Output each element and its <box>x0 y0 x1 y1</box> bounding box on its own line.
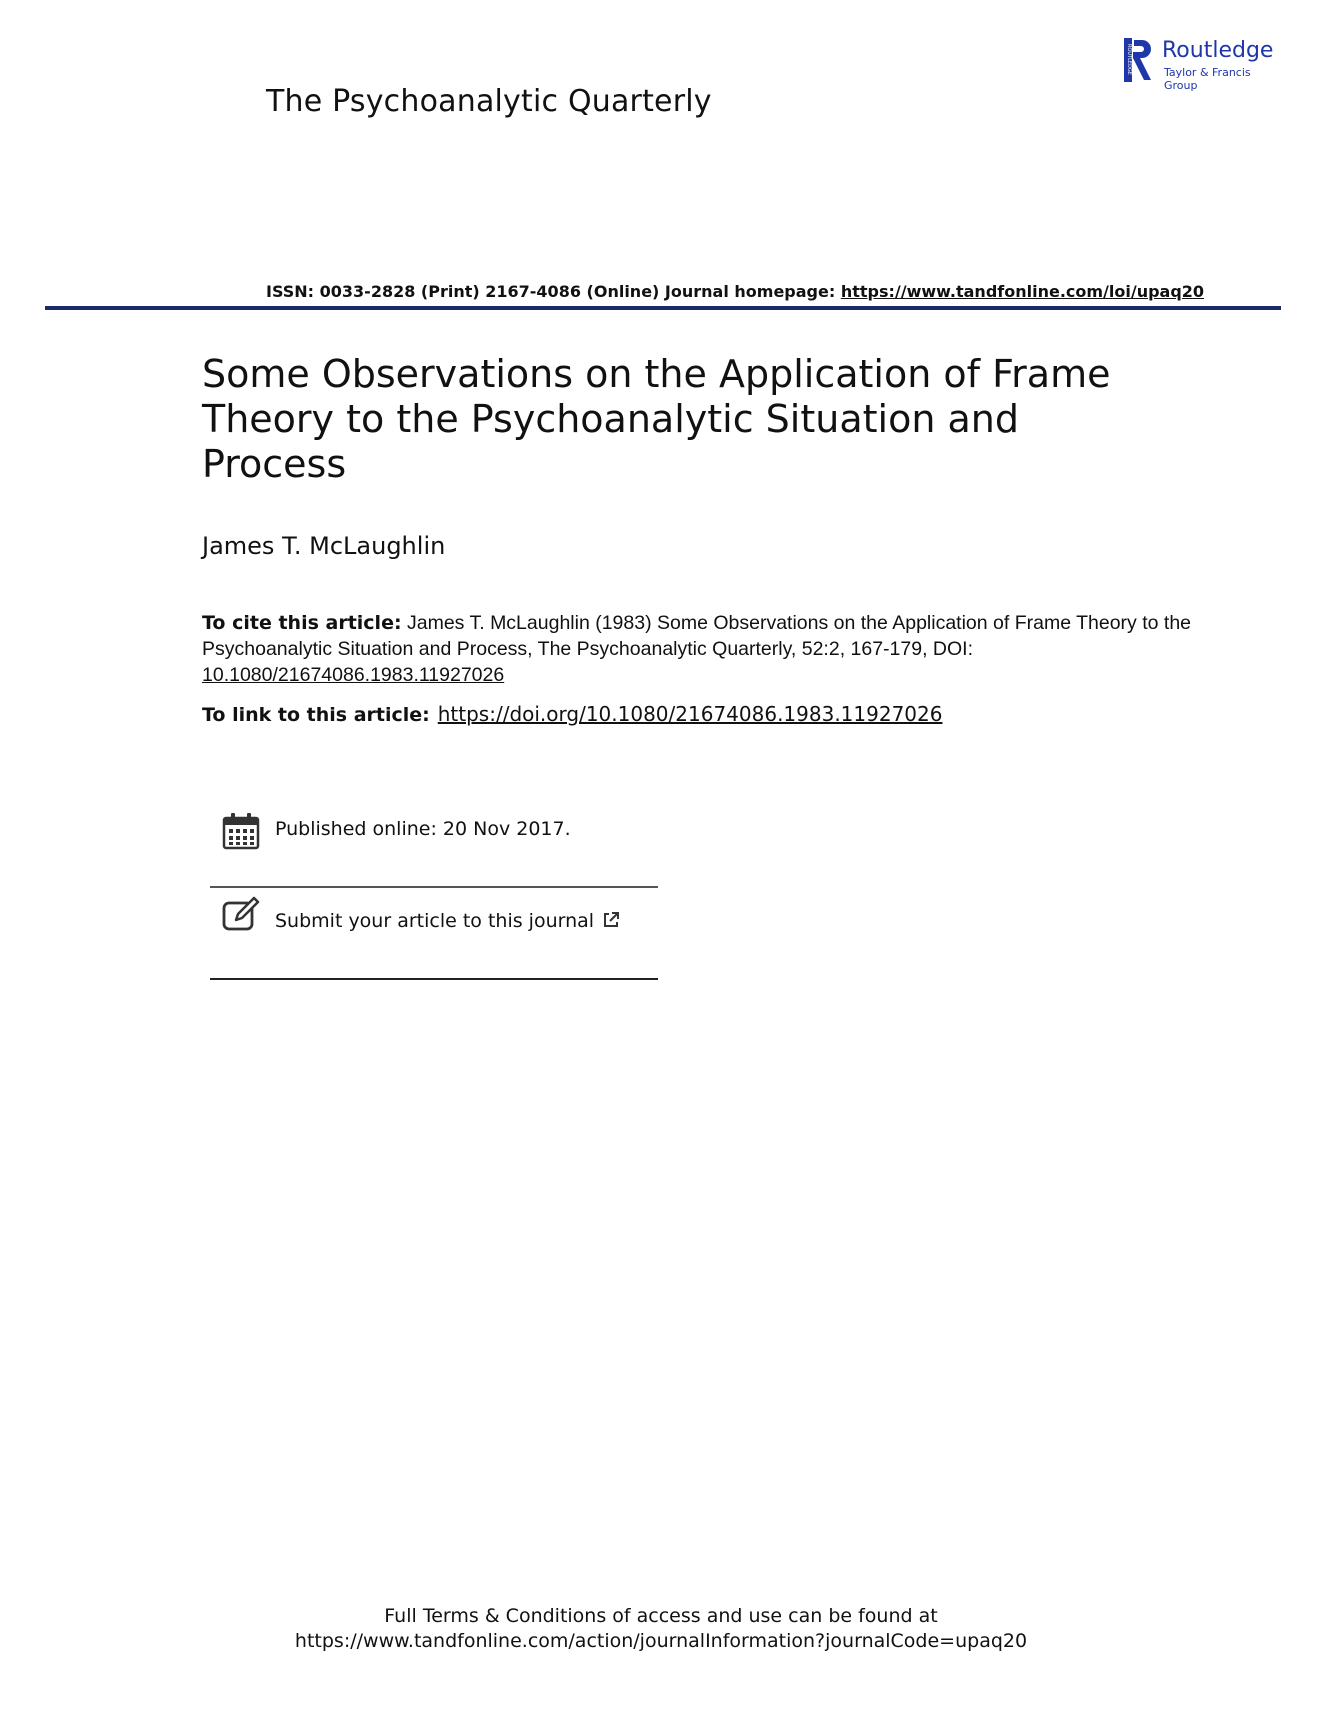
article-info-box <box>210 800 658 980</box>
header-divider <box>45 306 1281 310</box>
article-link[interactable]: https://doi.org/10.1080/21674086.1983.11927026 <box>437 702 943 726</box>
publisher-logo[interactable] <box>1124 36 1284 92</box>
citation-block <box>202 610 1202 688</box>
submit-article-link[interactable] <box>275 910 620 932</box>
footer-terms-line: Full Terms & Conditions of access and use can be found at <box>384 1605 938 1627</box>
calendar-icon <box>222 812 260 850</box>
publisher-name: Routledge <box>1162 38 1274 63</box>
edit-icon <box>222 896 260 934</box>
logo-side-text: ROUTLEDGE <box>1126 44 1132 75</box>
journal-homepage-link[interactable]: https://www.tandfonline.com/loi/upaq20 <box>840 282 1205 301</box>
article-link-label: To link to this article: <box>202 704 430 726</box>
doi-link[interactable]: 10.1080/21674086.1983.11927026 <box>202 664 505 686</box>
published-row <box>210 800 658 888</box>
submit-row[interactable] <box>210 888 658 980</box>
footer-terms <box>0 1604 1322 1654</box>
publisher-group: Taylor & Francis Group <box>1164 66 1251 92</box>
article-link-line <box>202 702 942 726</box>
routledge-logo-icon <box>1124 38 1154 82</box>
citation-label: To cite this article: <box>202 612 402 634</box>
footer-terms-url[interactable]: https://www.tandfonline.com/action/journalInformation?journalCode=upaq20 <box>294 1630 1028 1652</box>
citation-text: James T. McLaughlin (1983) Some Observations on the Application of Frame Theory to the Psychoanalytic Situation and Process, The Psychoanalytic Quarterly, 52:2, 167-179, DOI: <box>202 612 1192 660</box>
article-title: Some Observations on the Application of Frame Theory to the Psychoanalytic Situation and Process <box>202 352 1111 486</box>
issn-line <box>266 282 1204 301</box>
article-author: James T. McLaughlin <box>202 532 446 560</box>
submit-article-label: Submit your article to this journal <box>275 910 595 932</box>
journal-title: The Psychoanalytic Quarterly <box>266 84 712 119</box>
external-link-icon <box>602 911 620 929</box>
published-date: Published online: 20 Nov 2017. <box>275 818 571 840</box>
issn-text: ISSN: 0033-2828 (Print) 2167-4086 (Online) Journal homepage: <box>266 282 841 301</box>
